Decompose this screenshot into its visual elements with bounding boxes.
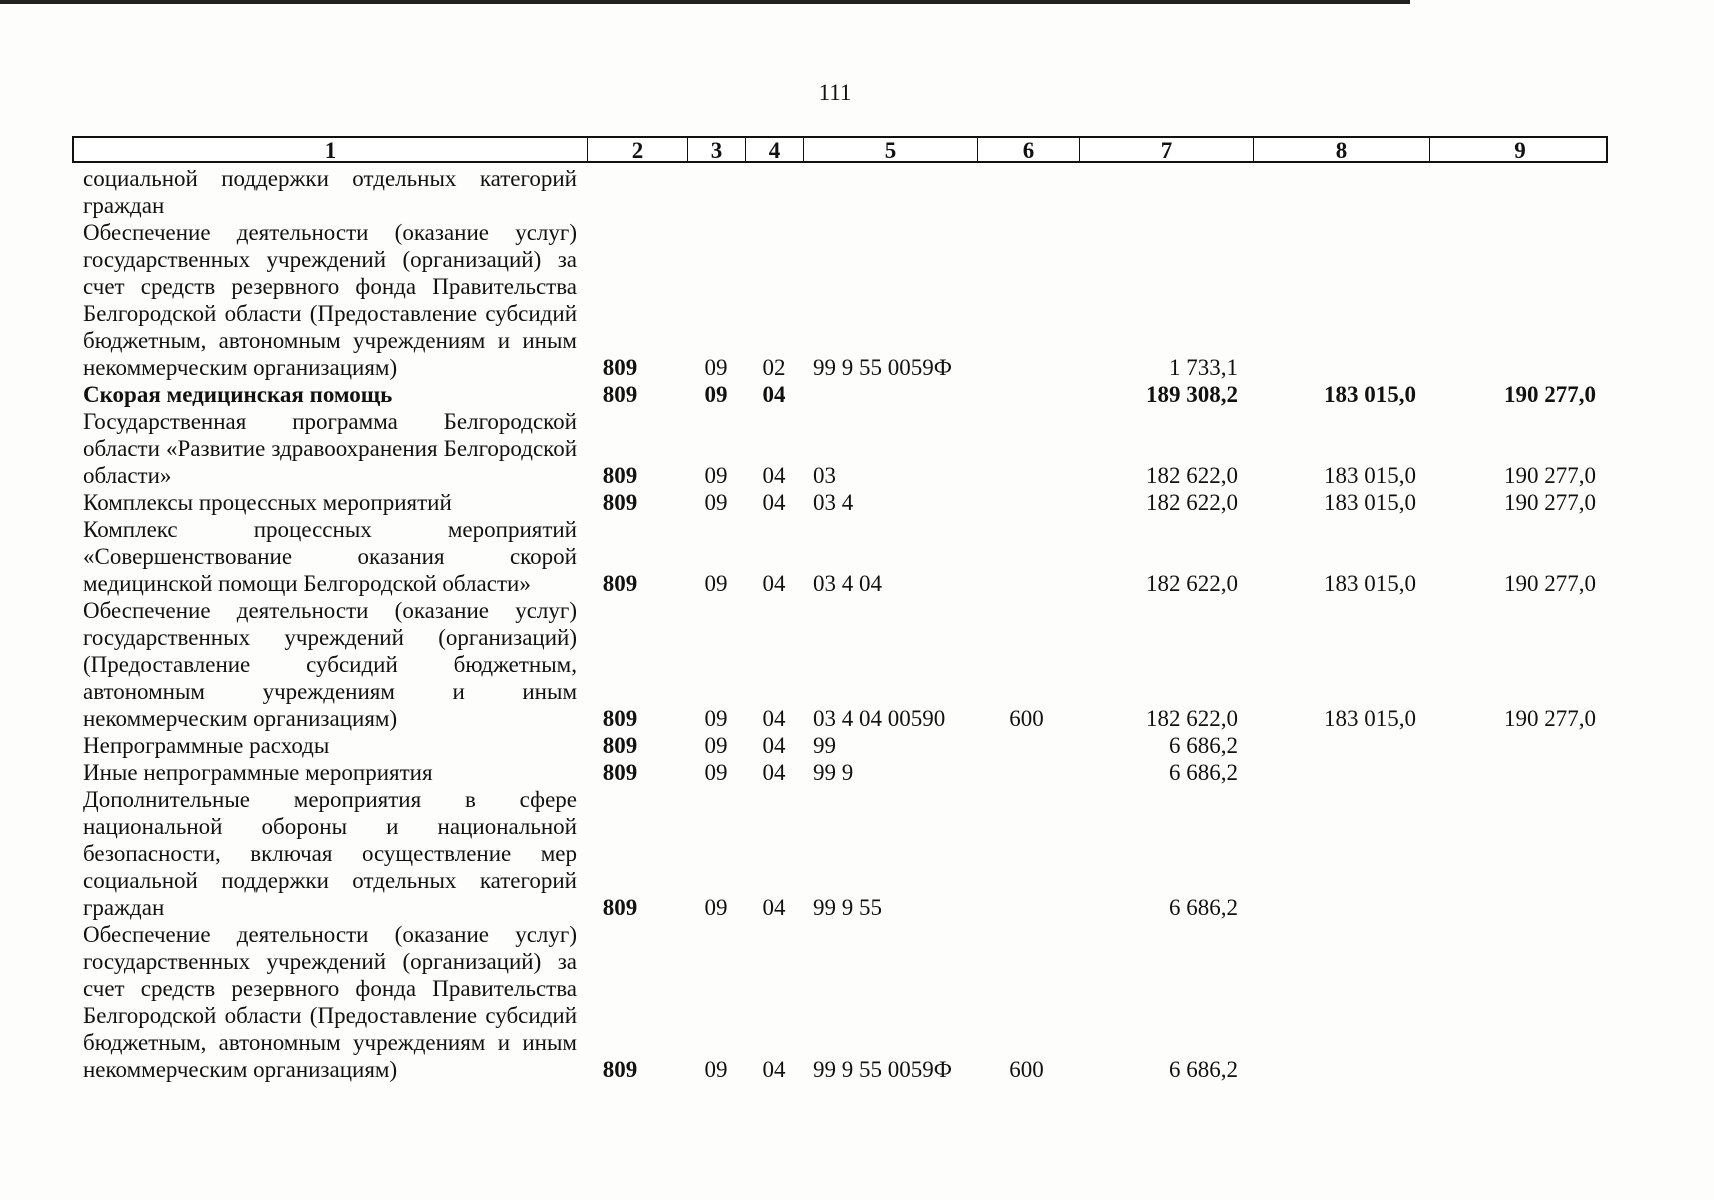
row-6-col-4: 04	[762, 571, 786, 596]
row-6-col-8: 183 015,0	[1324, 571, 1416, 596]
row-6-col-5: 03 4 04	[813, 571, 882, 596]
row-3-col-3: 09	[704, 382, 728, 407]
row-11-col-5: 99 9 55 0059Ф	[813, 1057, 952, 1082]
row-11-col-6: 600	[1009, 1057, 1044, 1082]
row-8-col-7: 6 686,2	[1169, 733, 1238, 758]
row-9-col-3: 09	[704, 760, 728, 785]
row-9-col-2: 809	[602, 760, 638, 785]
row-5-col-9: 190 277,0	[1504, 490, 1596, 515]
row-4-col-3: 09	[704, 463, 728, 488]
row-5-col-3: 09	[704, 490, 728, 515]
header-col-2: 2	[588, 138, 688, 161]
row-6-col-2: 809	[602, 571, 638, 596]
row-7-col-6: 600	[1009, 706, 1044, 731]
row-5-col-7: 182 622,0	[1146, 490, 1238, 515]
row-4-col-8: 183 015,0	[1324, 463, 1416, 488]
row-6-name: Комплекс процессных мероприятий «Совершенствование оказания скорой медицинской помощи Белгородской области»	[83, 517, 577, 596]
row-1-name: социальной поддержки отдельных категорий граждан	[83, 166, 577, 218]
row-2-col-3: 09	[704, 355, 728, 380]
row-8-col-2: 809	[602, 733, 638, 758]
row-5-col-5: 03 4	[813, 490, 854, 515]
header-col-1: 1	[74, 138, 588, 161]
row-10-col-5: 99 9 55	[813, 895, 882, 920]
row-5-name: Комплексы процессных мероприятий	[83, 490, 452, 515]
row-8-col-4: 04	[762, 733, 786, 758]
row-10-col-2: 809	[602, 895, 638, 920]
row-2-col-2: 809	[602, 355, 638, 380]
row-5-col-2: 809	[602, 490, 638, 515]
row-11-col-4: 04	[762, 1057, 786, 1082]
row-11-name: Обеспечение деятельности (оказание услуг) государственных учреждений (организаций) за счет средств резервного фонда Правительства Белгородской области (Предоставление субсидий бюджетным, автономным учреждениям и иным некоммерческим организациям)	[83, 922, 577, 1082]
row-3-col-8: 183 015,0	[1324, 382, 1416, 407]
scan-top-edge	[0, 0, 1410, 4]
row-7-col-9: 190 277,0	[1504, 706, 1596, 731]
row-7-col-4: 04	[762, 706, 786, 731]
row-3-col-2: 809	[602, 382, 638, 407]
header-col-7: 7	[1080, 138, 1254, 161]
row-3-col-7: 189 308,2	[1146, 382, 1238, 407]
row-9-col-5: 99 9	[813, 760, 854, 785]
row-4-col-7: 182 622,0	[1146, 463, 1238, 488]
row-2-col-7: 1 733,1	[1169, 355, 1238, 380]
row-7-col-7: 182 622,0	[1146, 706, 1238, 731]
header-col-4: 4	[746, 138, 804, 161]
header-col-3: 3	[688, 138, 746, 161]
page-number: 111	[818, 80, 852, 105]
row-2-name: Обеспечение деятельности (оказание услуг) государственных учреждений (организаций) за счет средств резервного фонда Правительства Белгородской области (Предоставление субсидий бюджетным, автономным учреждениям и иным некоммерческим организациям)	[83, 220, 577, 380]
row-10-col-3: 09	[704, 895, 728, 920]
row-4-col-5: 03	[813, 463, 836, 488]
row-9-col-4: 04	[762, 760, 786, 785]
header-col-8: 8	[1254, 138, 1430, 161]
row-4-col-9: 190 277,0	[1504, 463, 1596, 488]
row-11-col-3: 09	[704, 1057, 728, 1082]
row-2-col-4: 02	[762, 355, 786, 380]
row-5-col-8: 183 015,0	[1324, 490, 1416, 515]
row-4-name: Государственная программа Белгородской области «Развитие здравоохранения Белгородской области»	[83, 409, 577, 488]
row-6-col-7: 182 622,0	[1146, 571, 1238, 596]
row-11-col-2: 809	[602, 1057, 638, 1082]
row-7-col-8: 183 015,0	[1324, 706, 1416, 731]
row-11-col-7: 6 686,2	[1169, 1057, 1238, 1082]
row-6-col-3: 09	[704, 571, 728, 596]
header-col-9: 9	[1514, 138, 1526, 163]
row-3-name: Скорая медицинская помощь	[83, 382, 393, 407]
row-9-col-7: 6 686,2	[1169, 760, 1238, 785]
row-8-name: Непрограммные расходы	[83, 733, 330, 758]
row-8-col-3: 09	[704, 733, 728, 758]
row-3-col-9: 190 277,0	[1504, 382, 1596, 407]
row-7-col-5: 03 4 04 00590	[813, 706, 946, 731]
row-5-col-4: 04	[762, 490, 786, 515]
header-col-6: 6	[978, 138, 1080, 161]
row-4-col-4: 04	[762, 463, 786, 488]
row-10-col-7: 6 686,2	[1169, 895, 1238, 920]
row-4-col-2: 809	[602, 463, 638, 488]
row-6-col-9: 190 277,0	[1504, 571, 1596, 596]
row-7-col-3: 09	[704, 706, 728, 731]
row-10-name: Дополнительные мероприятия в сфере национальной обороны и национальной безопасности, включая осуществление мер социальной поддержки отдельных категорий граждан	[83, 787, 577, 920]
row-3-col-4: 04	[762, 382, 786, 407]
header-col-5: 5	[804, 138, 978, 161]
table-header-row	[72, 136, 1608, 163]
row-2-col-5: 99 9 55 0059Ф	[813, 355, 952, 380]
row-7-name: Обеспечение деятельности (оказание услуг) государственных учреждений (организаций) (Предоставление субсидий бюджетным, автономным учреждениям и иным некоммерческим организациям)	[83, 598, 577, 731]
row-10-col-4: 04	[762, 895, 786, 920]
row-7-col-2: 809	[602, 706, 638, 731]
row-8-col-5: 99	[813, 733, 836, 758]
row-9-name: Иные непрограммные мероприятия	[83, 760, 433, 785]
